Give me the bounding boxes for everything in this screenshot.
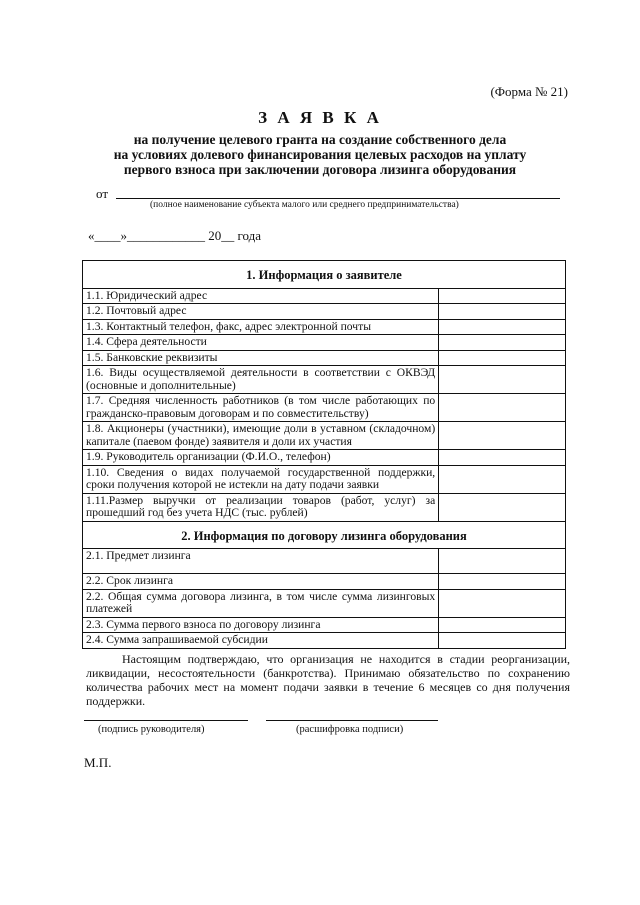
row-value-cell[interactable] [439, 319, 566, 335]
row-label: 1.6. Виды осуществляемой деятельности в соответствии с ОКВЭД (основные и дополнительные) [83, 366, 439, 394]
row-label: 1.3. Контактный телефон, факс, адрес электронной почты [83, 319, 439, 335]
section-header-row [83, 261, 566, 289]
row-value-cell[interactable] [439, 549, 566, 574]
table-row [83, 617, 566, 633]
document-title: З А Я В К А [258, 108, 382, 127]
row-value-cell[interactable] [439, 350, 566, 366]
section-2-title: 2. Информация по договору лизинга оборудования [83, 521, 566, 549]
section-1-title: 1. Информация о заявителе [83, 261, 566, 289]
row-value-cell[interactable] [439, 574, 566, 590]
row-value-cell[interactable] [439, 304, 566, 320]
signature-decoding-caption: (расшифровка подписи) [296, 724, 404, 735]
row-value-cell[interactable] [439, 450, 566, 466]
table-row [83, 493, 566, 521]
applicant-name-field[interactable] [116, 198, 560, 199]
row-label: 1.2. Почтовый адрес [83, 304, 439, 320]
subtitle-line: на получение целевого гранта на создание собственного дела [133, 132, 507, 147]
table-row [83, 335, 566, 351]
row-value-cell[interactable] [439, 366, 566, 394]
signature-caption: (подпись руководителя) [98, 724, 205, 735]
row-value-cell[interactable] [439, 633, 566, 649]
row-label: 1.11.Размер выручки от реализации товаров (работ, услуг) за прошедший год без учета НДС (тыс. рублей) [83, 493, 439, 521]
form-number: (Форма № 21) [490, 84, 568, 99]
table-row [83, 465, 566, 493]
row-value-cell[interactable] [439, 288, 566, 304]
row-label: 1.8. Акционеры (участники), имеющие доли в уставном (складочном) капитале (паевом фонде) заявителя и доли их участия [83, 422, 439, 450]
row-label: 1.9. Руководитель организации (Ф.И.О., телефон) [83, 450, 439, 466]
document-subtitle [60, 132, 580, 177]
subtitle-line: первого взноса при заключении договора лизинга оборудования [123, 162, 517, 177]
row-label: 1.7. Средняя численность работников (в том числе работающих по гражданско-правовым договорам и по совместительству) [83, 394, 439, 422]
table-row [83, 304, 566, 320]
row-value-cell[interactable] [439, 493, 566, 521]
row-label: 1.4. Сфера деятельности [83, 335, 439, 351]
table-row [83, 394, 566, 422]
row-label: 1.5. Банковские реквизиты [83, 350, 439, 366]
table-row [83, 366, 566, 394]
row-value-cell[interactable] [439, 617, 566, 633]
row-label: 2.2. Общая сумма договора лизинга, в том числе сумма лизинговых платежей [83, 589, 439, 617]
row-value-cell[interactable] [439, 335, 566, 351]
signature-field[interactable] [84, 720, 248, 721]
table-row [83, 422, 566, 450]
row-label: 2.4. Сумма запрашиваемой субсидии [83, 633, 439, 649]
row-label: 2.3. Сумма первого взноса по договору лизинга [83, 617, 439, 633]
row-value-cell[interactable] [439, 394, 566, 422]
table-row [83, 350, 566, 366]
row-label: 1.1. Юридический адрес [83, 288, 439, 304]
row-label: 2.1. Предмет лизинга [83, 549, 439, 574]
confirmation-text: Настоящим подтверждаю, что организация не находится в стадии реорганизации, ликвидации, несостоятельности (банкротства). Принимаю обязательство по сохранению количества рабочих мест на момент подачи заявки в течение 6 месяцев со дня получения поддержки. [86, 652, 570, 708]
from-label: от [96, 186, 109, 201]
table-row [83, 633, 566, 649]
table-row [83, 549, 566, 574]
section-header-row [83, 521, 566, 549]
row-label: 2.2. Срок лизинга [83, 574, 439, 590]
subtitle-line: на условиях долевого финансирования целевых расходов на уплату [113, 147, 527, 162]
row-value-cell[interactable] [439, 422, 566, 450]
table-row [83, 288, 566, 304]
stamp-label: М.П. [84, 755, 112, 770]
table-row [83, 319, 566, 335]
application-table [82, 260, 566, 649]
date-field[interactable]: «____»____________ 20__ года [88, 228, 262, 243]
table-row [83, 450, 566, 466]
row-label: 1.10. Сведения о видах получаемой государственной поддержки, сроки получения которой не истекли на дату подачи заявки [83, 465, 439, 493]
table-row [83, 589, 566, 617]
table-row [83, 574, 566, 590]
row-value-cell[interactable] [439, 465, 566, 493]
row-value-cell[interactable] [439, 589, 566, 617]
signature-decoding-field[interactable] [266, 720, 438, 721]
applicant-name-caption: (полное наименование субъекта малого или среднего предпринимательства) [150, 200, 459, 210]
